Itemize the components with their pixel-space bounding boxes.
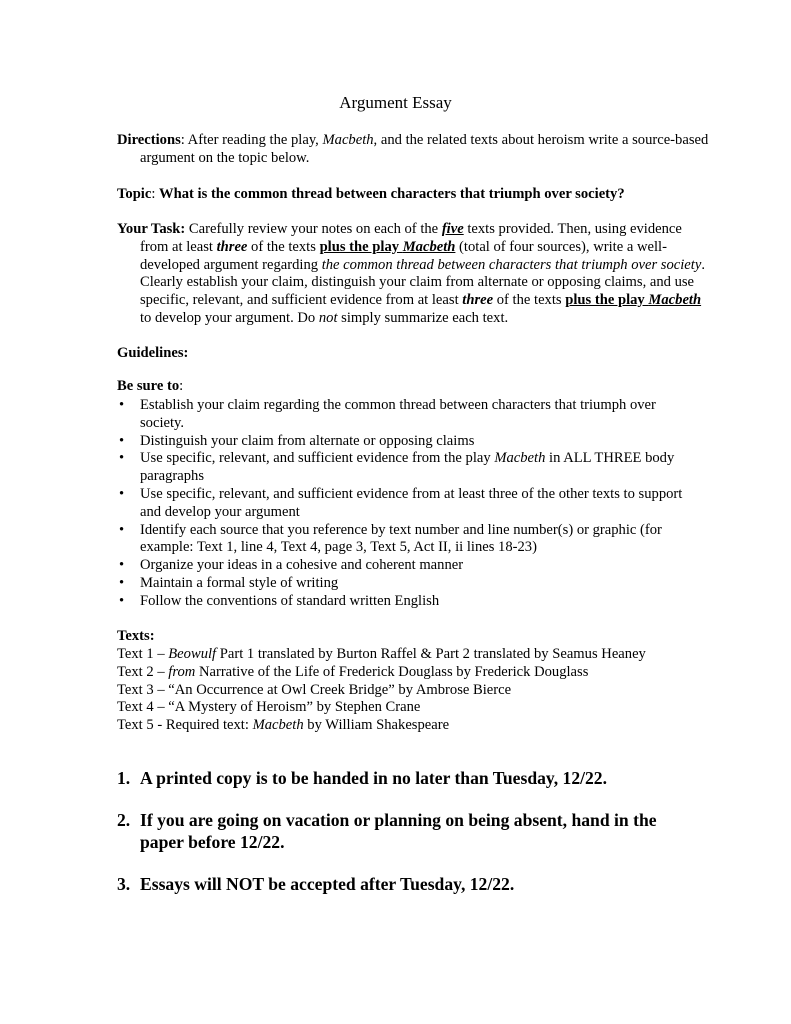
notice-item [117, 873, 687, 895]
notice-item [117, 767, 687, 789]
directions-play: Macbeth [322, 132, 374, 148]
text-entry-3: Text 3 – “An Occurrence at Owl Creek Bridge” by Ambrose Bierce [117, 681, 512, 698]
task-text: simply summarize each text. [337, 309, 509, 326]
directions-label: Directions [117, 132, 181, 148]
guideline-item: • Maintain a formal style of writing [117, 575, 687, 593]
guideline-item: • Follow the conventions of standard written English [117, 593, 687, 611]
task-text: of the texts [493, 292, 566, 309]
topic-paragraph [117, 186, 687, 204]
guideline-item: • Organize your ideas in a cohesive and coherent manner [117, 557, 687, 575]
task-macbeth: Macbeth [402, 238, 456, 255]
guidelines-heading: Guidelines: [117, 345, 189, 361]
topic-label: Topic [117, 186, 152, 202]
guideline-item: • Establish your claim regarding the common thread between characters that triumph over society. [117, 397, 687, 433]
task-three: three [216, 238, 248, 255]
text-entry-prefix: Text 1 – [117, 646, 169, 662]
notice-text: If you are going on vacation or planning on being absent, hand in the paper before 12/22. [140, 810, 657, 852]
task-not: not [318, 309, 338, 326]
task-five: five [441, 221, 464, 237]
text-entry-from: from [168, 663, 196, 680]
notice-text: A printed copy is to be handed in no later than Tuesday, 12/22. [140, 768, 607, 788]
directions-text-2: , and the related texts about heroism write a source-based argument on the topic below. [140, 132, 709, 166]
text-entry-prefix: Text 5 - Required text: [117, 717, 253, 734]
notice-text: Essays will NOT be accepted after Tuesday, 12/22. [140, 874, 515, 894]
guideline-item-play: Macbeth [494, 450, 546, 467]
guidelines-list [117, 397, 687, 611]
notice-number: 1. [117, 768, 131, 788]
guideline-item [117, 450, 687, 486]
topic-question: What is the common thread between characters that triumph over society? [159, 186, 625, 202]
notice-number: 3. [117, 874, 131, 894]
task-plus-label: plus the play [319, 238, 403, 255]
guideline-item-text: Use specific, relevant, and sufficient evidence from the play [140, 450, 495, 467]
topic-sep: : [151, 186, 160, 202]
notice-item [117, 809, 687, 853]
task-plus-label: plus the play [565, 292, 649, 309]
task-label: Your Task: [117, 221, 186, 237]
texts-heading: Texts: [117, 628, 155, 644]
directions-text-1: : After reading the play, [180, 132, 323, 148]
guideline-item: • Use specific, relevant, and sufficient evidence from at least three of the other texts to support and develop your argument [117, 486, 687, 522]
task-paragraph [117, 221, 710, 328]
text-entry-prefix: Text 2 – [117, 663, 169, 680]
task-text: to develop your argument. Do [140, 309, 319, 326]
directions-paragraph [117, 132, 710, 168]
task-three: three [462, 292, 494, 309]
task-thread: the common thread between characters that triumph over society [321, 256, 702, 273]
text-entry-rest: Part 1 translated by Burton Raffel & Part 2 translated by Seamus Heaney [216, 646, 646, 662]
text-entry-title: Beowulf [168, 646, 217, 662]
task-text: of the texts [247, 238, 320, 255]
text-entry-rest: Narrative of the Life of Frederick Douglass by Frederick Douglass [195, 663, 589, 680]
guideline-item: • Identify each source that you reference by text number and line number(s) or graphic (for example: Text 1, line 4, Text 4, page 3, Text 5, Act II, ii lines 18-23) [117, 522, 687, 558]
be-sure-to-text: Be sure to [117, 378, 180, 394]
task-plus-play [320, 239, 456, 255]
page-title: Argument Essay [339, 93, 452, 112]
guideline-item-text: in ALL THREE body paragraphs [140, 450, 675, 485]
notice-number: 2. [117, 810, 131, 830]
task-plus-play [565, 292, 701, 308]
task-macbeth: Macbeth [648, 292, 702, 309]
guideline-item: • Distinguish your claim from alternate or opposing claims [117, 433, 687, 451]
task-text: Carefully review your notes on each of the [185, 221, 442, 237]
be-sure-to-label [117, 378, 687, 396]
text-entry-4: Text 4 – “A Mystery of Heroism” by Stephen Crane [117, 699, 421, 716]
deadline-notices [117, 767, 687, 915]
task-text: (total of four sources), write a well-developed argument regarding [140, 238, 667, 273]
text-entry-rest: by William Shakespeare [303, 717, 450, 734]
task-text: . Clearly establish your claim, distinguish your claim from alternate or opposing claims, and use specific, relevant, and sufficient evidence from at least [140, 256, 705, 309]
text-entry-5 [117, 717, 687, 735]
text-entry-1 [117, 646, 687, 664]
text-entry-2 [117, 664, 687, 682]
task-text: texts provided. Then, using evidence from at least [140, 221, 682, 255]
texts-list [117, 646, 687, 735]
text-entry-title: Macbeth [252, 717, 304, 734]
be-sure-to-colon: : [179, 378, 184, 394]
